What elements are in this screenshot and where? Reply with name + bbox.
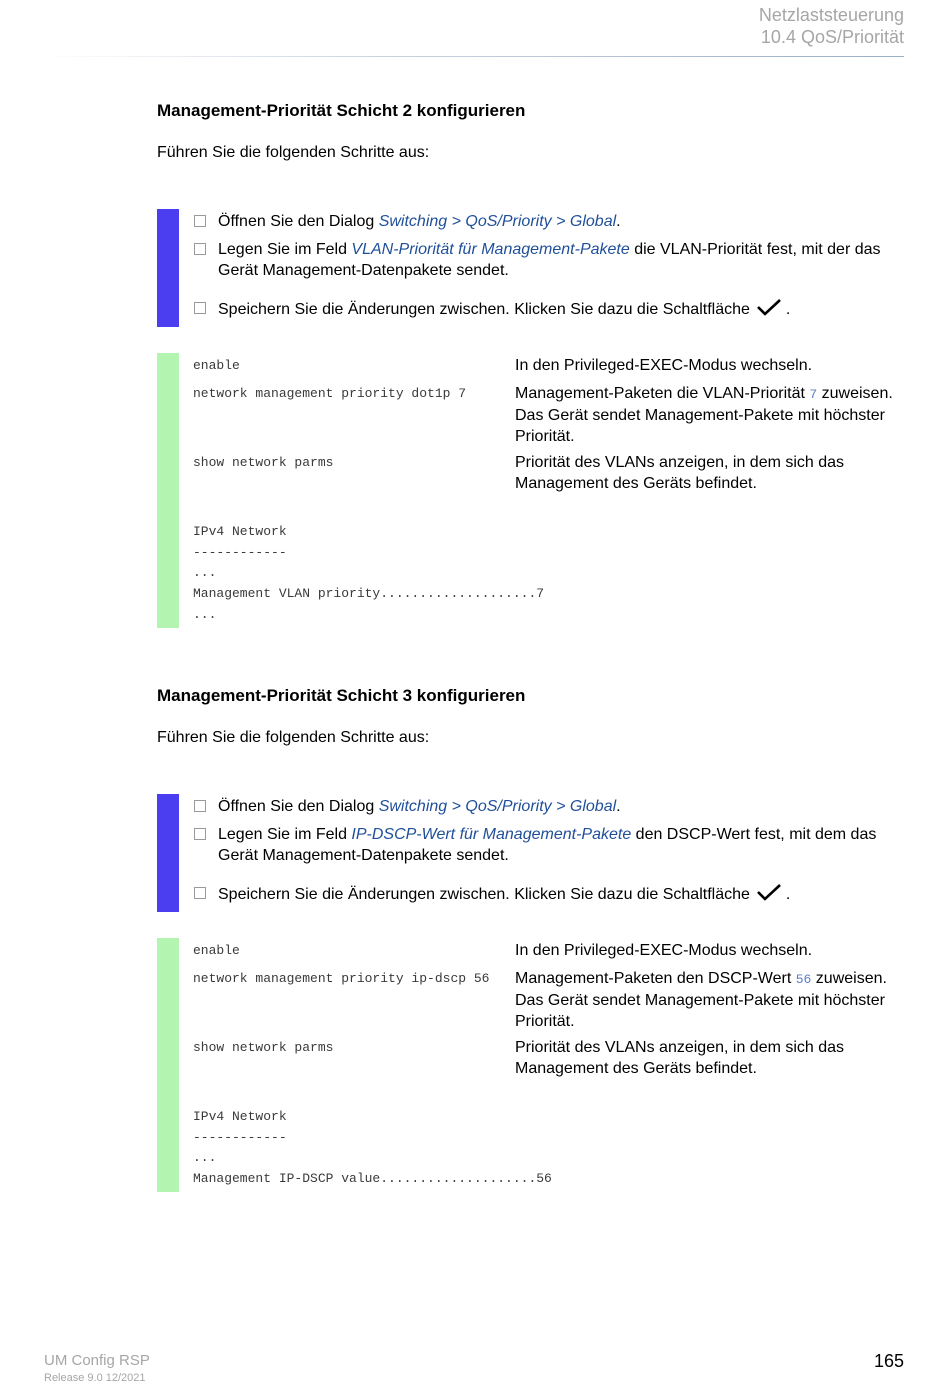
checkbox-icon [194, 887, 206, 899]
step-text: . [616, 213, 621, 230]
footer-doc-title: UM Config RSP [44, 1352, 150, 1369]
page-number: 165 [873, 1351, 904, 1371]
field-link[interactable]: VLAN-Priorität für Management-Pakete [351, 241, 630, 258]
step-text: Öffnen Sie den Dialog [218, 213, 379, 230]
field-link[interactable]: IP-DSCP-Wert für Management-Pakete [351, 826, 632, 843]
running-header [759, 4, 904, 48]
cli-description: In den Privileged-EXEC-Modus wechseln. [515, 942, 813, 959]
step-item [194, 239, 904, 281]
priority-value: 7 [809, 387, 818, 402]
step-text: . [785, 886, 791, 903]
step-text: Speichern Sie die Änderungen zwischen. Klicken Sie dazu die Schaltfläche [218, 301, 750, 318]
desc-text: Management-Paketen den DSCP-Wert [515, 970, 796, 987]
checkmark-icon [756, 298, 782, 316]
checkbox-icon [194, 215, 206, 227]
desc-text: zuweisen. Das Gerät sendet Management-Pakete mit höchster Priorität. [515, 385, 893, 445]
step-text: Öffnen Sie den Dialog [218, 798, 379, 815]
checkbox-icon [194, 302, 206, 314]
checkbox-icon [194, 828, 206, 840]
cli-command: network management priority ip-dscp 56 [193, 971, 490, 986]
checkbox-icon [194, 243, 206, 255]
cli-command: enable [193, 358, 240, 373]
step-text: . [616, 798, 621, 815]
step-item [194, 298, 904, 320]
dialog-link[interactable]: Switching > QoS/Priority > Global [378, 798, 617, 815]
cli-description: Priorität des VLANs anzeigen, in dem sich das Management des Geräts befindet. [515, 454, 845, 492]
step-item [194, 796, 904, 817]
section-title: Management-Priorität Schicht 2 konfigurieren [157, 101, 526, 120]
desc-text: zuweisen. Das Gerät sendet Management-Pakete mit höchster Priorität. [515, 970, 887, 1030]
step-item [194, 883, 904, 905]
cli-command: show network parms [193, 1040, 334, 1055]
step-text: die VLAN-Priorität fest, mit der das Gerät Management-Datenpakete sendet. [218, 241, 881, 279]
cli-description: In den Privileged-EXEC-Modus wechseln. [515, 357, 813, 374]
steps-bar [157, 209, 179, 327]
cli-bar [157, 938, 179, 1192]
section-title: Management-Priorität Schicht 3 konfigurieren [157, 686, 526, 705]
cli-bar [157, 353, 179, 628]
cli-description [515, 968, 910, 1032]
desc-text: Management-Paketen die VLAN-Priorität [515, 385, 810, 402]
checkmark-icon [756, 883, 782, 901]
cli-command: enable [193, 943, 240, 958]
cli-description: Priorität des VLANs anzeigen, in dem sich das Management des Geräts befindet. [515, 1039, 845, 1077]
cli-output: IPv4 Network ------------ ... Management IP-DSCP value....................56 [193, 1109, 552, 1187]
step-text: Legen Sie im Feld [218, 241, 352, 258]
step-item [194, 824, 904, 866]
steps-bar [157, 794, 179, 912]
cli-output: IPv4 Network ------------ ... Management VLAN priority....................7 ... [193, 524, 545, 622]
step-text: Legen Sie im Feld [218, 826, 352, 843]
header-chapter: Netzlaststeuerung [758, 5, 904, 25]
dialog-link[interactable]: Switching > QoS/Priority > Global [378, 213, 617, 230]
cli-description [515, 383, 910, 447]
section-intro: Führen Sie die folgenden Schritte aus: [157, 729, 430, 746]
section-intro: Führen Sie die folgenden Schritte aus: [157, 144, 430, 161]
dscp-value: 56 [795, 972, 812, 987]
cli-command: show network parms [193, 455, 334, 470]
checkbox-icon [194, 800, 206, 812]
footer-release: Release 9.0 12/2021 [44, 1372, 146, 1384]
step-text: Speichern Sie die Änderungen zwischen. Klicken Sie dazu die Schaltfläche [218, 886, 750, 903]
header-rule [40, 56, 904, 57]
step-text: . [785, 301, 791, 318]
cli-command: network management priority dot1p 7 [193, 386, 467, 401]
step-item [194, 211, 904, 232]
header-section: 10.4 QoS/Priorität [760, 27, 904, 47]
step-text: den DSCP-Wert fest, mit dem das Gerät Management-Datenpakete sendet. [218, 826, 877, 864]
